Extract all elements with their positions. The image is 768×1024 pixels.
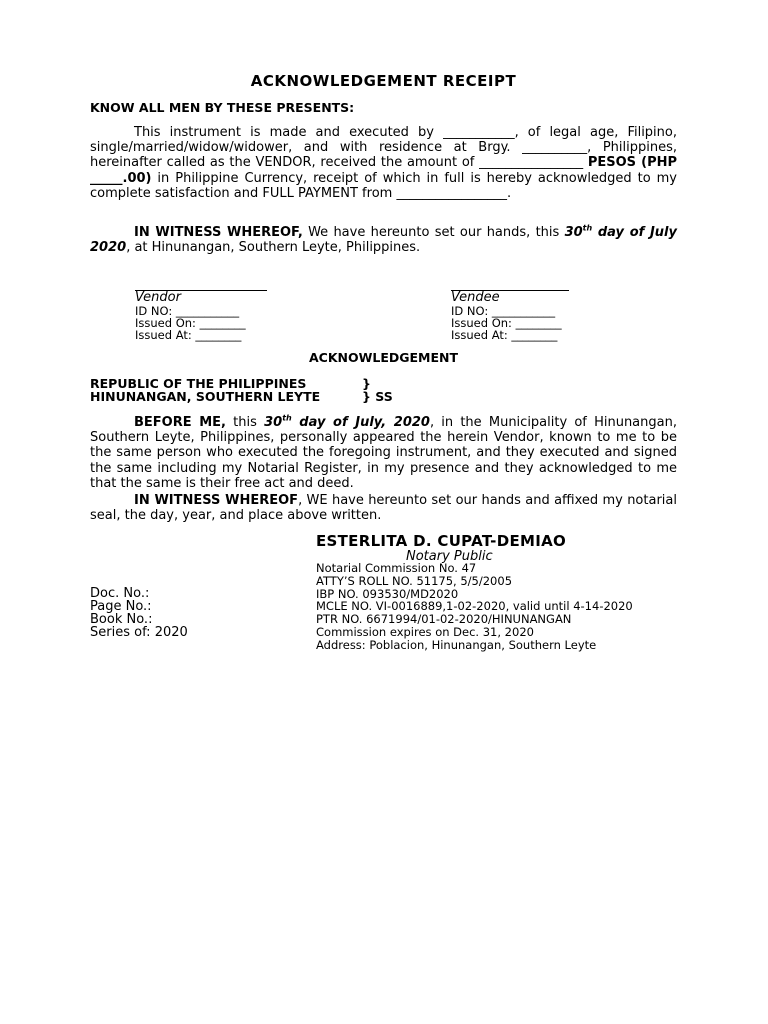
- witness-text-a: We have hereunto set our hands, this: [302, 225, 565, 240]
- before-me-day: 30: [264, 415, 283, 430]
- notary-expiry: Commission expires on Dec. 31, 2020: [316, 625, 534, 639]
- before-me-date: day of July, 2020: [291, 415, 430, 430]
- know-all-heading: KNOW ALL MEN BY THESE PRESENTS:: [90, 100, 355, 115]
- witness-paragraph: [90, 225, 677, 255]
- notarial-witness-paragraph: [90, 493, 677, 523]
- witness-bold: IN WITNESS WHEREOF,: [134, 225, 303, 240]
- witness-day: 30: [564, 225, 583, 240]
- doc-no: Doc. No.:: [90, 586, 150, 601]
- series-of: Series of: 2020: [90, 625, 188, 640]
- vendee-id: ID NO: ___________: [451, 304, 556, 318]
- para1-pesos-bold: PESOS (PHP _____.00): [90, 155, 678, 186]
- notary-name: ESTERLITA D. CUPAT-DEMIAO: [316, 532, 567, 550]
- notary-roll: ATTY’S ROLL NO. 51175, 5/5/2005: [316, 574, 513, 588]
- page-no: Page No.:: [90, 599, 152, 614]
- province-line: HINUNANGAN, SOUTHERN LEYTE: [90, 389, 321, 404]
- vendee-label: Vendee: [451, 290, 500, 305]
- venue-ss: } SS: [362, 389, 393, 404]
- before-me-paragraph: [90, 415, 677, 491]
- notary-mcle: MCLE NO. VI-0016889,1-02-2020, valid until 4-14-2020: [316, 599, 633, 613]
- vendee-issued-on: Issued On: ________: [451, 316, 562, 330]
- notary-title: Notary Public: [406, 549, 493, 564]
- witness-text-b: , at Hinunangan, Southern Leyte, Philippines.: [126, 240, 421, 256]
- vendor-label: Vendor: [135, 290, 181, 305]
- republic-brace: }: [362, 376, 371, 391]
- witness-day-sup: th: [582, 223, 593, 233]
- notary-commission: Notarial Commission No. 47: [316, 561, 477, 575]
- notary-ibp: IBP NO. 093530/MD2020: [316, 587, 459, 601]
- notarial-witness-bold: IN WITNESS WHEREOF: [134, 493, 299, 508]
- witness-date: day of July 2020: [90, 225, 677, 256]
- notary-ptr: PTR NO. 6671994/01-02-2020/HINUNANGAN: [316, 612, 572, 626]
- acknowledgement-heading: ACKNOWLEDGEMENT: [308, 350, 459, 365]
- before-me-text-a: this: [225, 415, 265, 430]
- before-me-text-b: , in the Municipality of Hinunangan, Southern Leyte, Philippines, personally appeared the herein Vendor, known to me to be the same person who executed the foregoing instrument, and they executed and signed the same including my Notarial Register, in my presence and they acknowledged to me that the same is their free act and deed.: [90, 415, 677, 491]
- republic-line: REPUBLIC OF THE PHILIPPINES: [90, 376, 307, 391]
- para1-text-b: in Philippine Currency, receipt of which in full is hereby acknowledged to my complete satisfaction and FULL PAYMENT from _________________.: [90, 170, 677, 201]
- notarial-witness-text: , WE have hereunto set our hands and affixed my notarial seal, the day, year, and place above written.: [90, 493, 677, 524]
- vendee-issued-at: Issued At: ________: [451, 328, 558, 342]
- book-no: Book No.:: [90, 612, 153, 627]
- before-me-bold: BEFORE ME,: [134, 415, 226, 430]
- notary-address: Address: Poblacion, Hinunangan, Southern Leyte: [316, 638, 597, 652]
- vendor-id: ID NO: ___________: [135, 304, 240, 318]
- before-me-day-sup: th: [282, 413, 292, 423]
- vendor-issued-at: Issued At: ________: [135, 328, 242, 342]
- receipt-paragraph: [90, 125, 677, 201]
- para1-text-a: This instrument is made and executed by ___________, of legal age, Filipino, single/married/widow/widower, and with residence at Brgy. __________, Philippines, hereinafter called as the VENDOR, received the amount of ________________: [90, 125, 677, 171]
- vendor-issued-on: Issued On: ________: [135, 316, 246, 330]
- document-title: ACKNOWLEDGEMENT RECEIPT: [250, 72, 517, 90]
